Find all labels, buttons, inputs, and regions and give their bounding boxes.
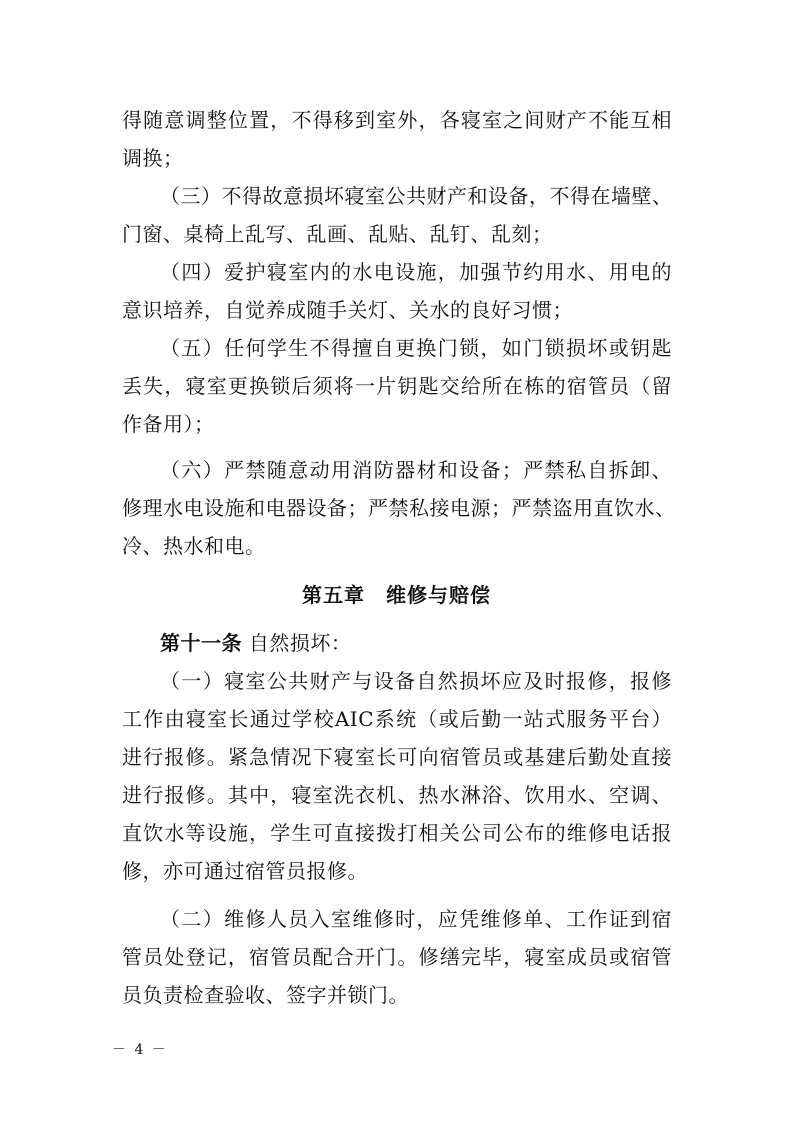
- text-line: 进行报修。紧急情况下寝室长可向宿管员或基建后勤处直接: [122, 745, 672, 769]
- page-number: － 4 －: [112, 1042, 168, 1058]
- text-line: （六）严禁随意动用消防器材和设备；严禁私自拆卸、: [160, 458, 672, 482]
- text-line: 员负责检查验收、签字并锁门。: [122, 983, 409, 1007]
- chapter-title: 第五章 维修与赔偿: [302, 583, 491, 607]
- text-line: 门窗、桌椅上乱写、乱画、乱贴、乱钉、乱刻；: [122, 222, 553, 246]
- text-line: （五）任何学生不得擅自更换门锁，如门锁损坏或钥匙: [160, 336, 672, 360]
- text-line: 直饮水等设施，学生可直接拨打相关公司公布的维修电话报: [122, 821, 672, 845]
- article-number: 第十一条: [160, 631, 242, 655]
- article-heading: [160, 628, 672, 658]
- article-title: 自然损坏：: [248, 631, 352, 655]
- text-line: 修，亦可通过宿管员报修。: [122, 859, 368, 883]
- text-line: 冷、热水和电。: [122, 534, 266, 558]
- text-line: 作备用）；: [122, 412, 215, 436]
- text-line: （二）维修人员入室维修时，应凭维修单、工作证到宿: [160, 907, 672, 931]
- text-line: 进行报修。其中，寝室洗衣机、热水淋浴、饮用水、空调、: [122, 783, 672, 807]
- text-line: 意识培养，自觉养成随手关灯、关水的良好习惯；: [122, 298, 573, 322]
- text-line: 得随意调整位置，不得移到室外，各寝室之间财产不能互相: [122, 108, 672, 132]
- text-line: （一）寝室公共财产与设备自然损坏应及时报修，报修: [160, 669, 672, 693]
- text-line: （四）爱护寝室内的水电设施，加强节约用水、用电的: [160, 260, 672, 284]
- text-line: 调换；: [122, 146, 184, 170]
- text-line: 丢失，寝室更换锁后须将一片钥匙交给所在栋的宿管员（留: [122, 374, 672, 398]
- text-line: （三）不得故意损坏寝室公共财产和设备，不得在墙壁、: [160, 184, 673, 208]
- text-line: 工作由寝室长通过学校AIC系统（或后勤一站式服务平台）: [122, 707, 672, 731]
- text-line: 管员处登记，宿管员配合开门。修缮完毕，寝室成员或宿管: [122, 945, 672, 969]
- text-line: 修理水电设施和电器设备；严禁私接电源；严禁盗用直饮水、: [122, 496, 676, 520]
